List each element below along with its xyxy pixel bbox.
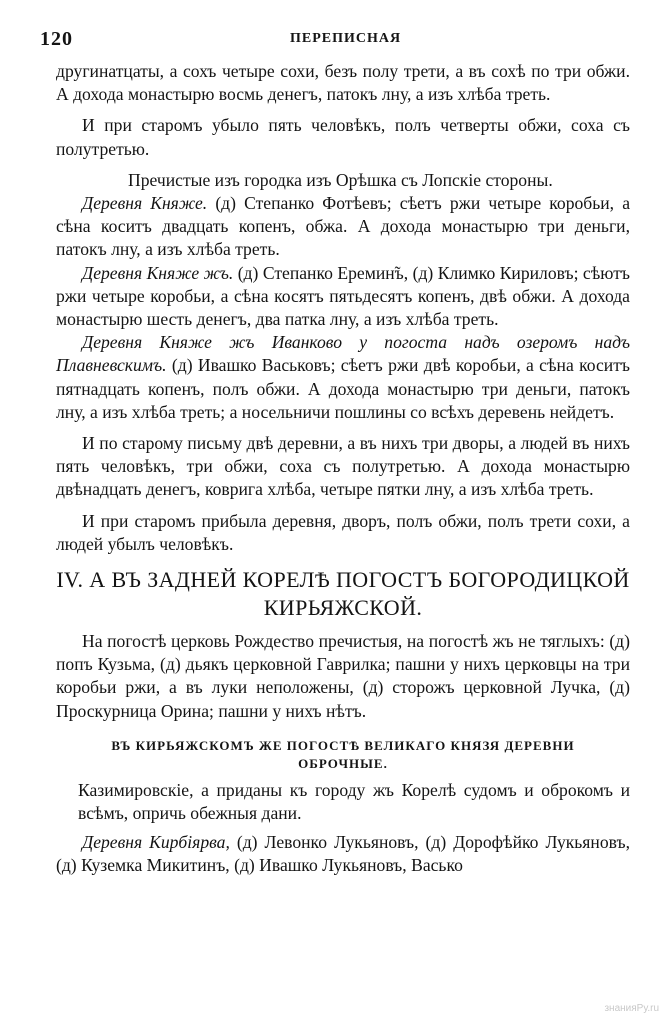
village-text: (д) Степанко Еремин̃ъ, (д) Климко Кириловъ; сѣютъ ржи четыре коробьи, а сѣна косятъ пятьдесятъ копенъ, двѣ обжи. А дохода монастырю шесть денегъ, два патка лну, а изъ хлѣба треть. [56,262,630,330]
running-head: ПЕРЕПИСНАЯ [290,31,402,46]
paragraph-village-kirbiyarva [56,831,630,877]
page-body [56,60,630,878]
village-name: Деревня Княже жъ. [82,262,234,283]
subsection-heading-line1: ВЪ КИРЬЯЖСКОМЪ ЖЕ ПОГОСТѢ ВЕЛИКАГО КНЯЗЯ ДЕРЕВНИ [111,737,575,753]
village-text: (д) Степанко Фотѣевъ; сѣетъ ржи четыре коробьи, а сѣна коситъ двадцать копенъ, обжа. А дохода монастырю три деньги, патокъ лну, а изъ хлѣба треть. [56,193,630,260]
village-name: Деревня Княже жъ Иванково у погоста надъ озеромъ надъ Плавневскимъ. [56,332,630,376]
paragraph-village-ivankovo [56,331,630,424]
page-header [40,28,640,52]
subsection-heading-line2: ОБРОЧНЫЕ. [298,755,388,771]
site-watermark: знанияРу.ru [604,1003,659,1014]
paragraph-village-knyazhe-2 [56,262,630,332]
paragraph-subsection-title: Пречистые изъ городка изъ Орѣшка съ Лопскіе стороны. [128,169,553,190]
paragraph-old-census: И при старомъ убыло пять человѣкъ, полъ четверты обжи, соха съ полутретью. [56,115,630,159]
paragraph-kazimirovskie: Казимировскіе, а приданы къ городу жъ Корелѣ судомъ и оброкомъ и всѣмъ, опричь обежныя дани. [78,779,630,824]
section-heading-line1: IV. А ВЪ ЗАДНЕЙ КОРЕЛѢ ПОГОСТЪ БОГОРОДИЦКОЙ [56,567,630,593]
paragraph-continuation: другинатцаты, а сохъ четыре сохи, безъ полу трети, а въ сохѣ по три обжи. А дохода монастырю восмь денегъ, патокъ лну, а изъ хлѣба треть. [56,61,630,105]
paragraph-old-letter: И по старому письму двѣ деревни, а въ нихъ три дворы, а людей въ нихъ пять человѣкъ, три обжи, соха съ полутретью. А дохода монастырю двѣнадцать денегъ, коврига хлѣба, четыре пятки лну, а изъ хлѣба треть. [56,433,630,500]
village-text: (д) Ивашко Васьковъ; сѣетъ ржи двѣ коробьи, а сѣна коситъ пятнадцать копенъ, полъ обжи. А дохода монастырю три деньги, патокъ лну, а изъ хлѣба треть; а носельничи пошлины со всѣхъ деревень нейдетъ. [56,355,630,422]
village-name: Деревня Кирбіярва, [82,832,230,853]
paragraph-added-village: И при старомъ прибыла деревня, дворъ, полъ обжи, полъ трети сохи, а людей убылъ человѣкъ. [56,510,630,554]
subsection-heading [56,737,630,773]
section-heading-line2: КИРЬЯЖСКОЙ. [263,595,423,621]
page-number: 120 [40,28,73,50]
paragraph-pogost-church: На погостѣ церковь Рождество пречистыя, на погостѣ жъ не тяглыхъ: (д) попъ Кузьма, (д) дьякъ церковной Гаврилка; пашни у нихъ церковцы на три коробьи ржи, а въ луки неположены, (д) сторожъ церковной Лучка, (д) Проскурница Орина; пашни у нихъ нѣтъ. [56,631,630,721]
paragraph-village-knyazhe [56,192,630,262]
village-name: Деревня Княже. [82,193,208,214]
village-text: (д) Левонко Лукьяновъ, (д) Дорофѣйко Лукьяновъ, (д) Куземка Микитинъ, (д) Ивашко Лукьяновъ, Васько [56,832,630,876]
section-heading [56,566,630,622]
